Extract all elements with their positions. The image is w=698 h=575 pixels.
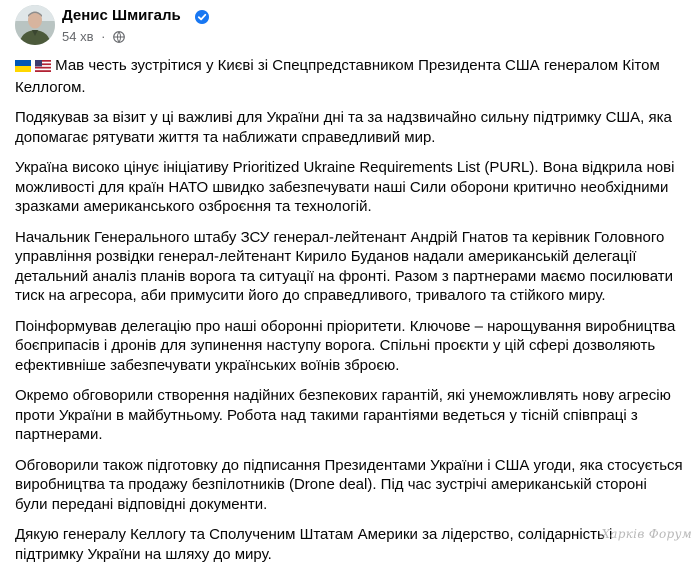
paragraph-5: Поінформував делегацію про наші оборонні пріоритети. Ключове – нарощування виробництва боєприпасів і дронів для зупинення наступу ворога. Спільні проєкти у цій сфері дозволяють ефективніше забезпечувати українських воїнів зброєю. xyxy=(15,317,676,374)
flags xyxy=(15,58,51,78)
usa-flag-icon xyxy=(35,60,51,72)
watermark: Харків Форум xyxy=(601,527,692,541)
paragraph-1 xyxy=(15,56,683,97)
author-name[interactable]: Денис Шмигаль xyxy=(62,7,181,24)
ukraine-flag-icon xyxy=(15,60,31,72)
avatar[interactable] xyxy=(15,5,55,45)
paragraph-6: Окремо обговорили створення надійних безпекових гарантій, які унеможливлять нову агресію проти України в майбутньому. Робота над такими гарантіями ведеться у тісній співпраці з партнерами. xyxy=(15,387,671,443)
paragraph-text: Мав честь зустрітися у Києві зі Спецпредставником Президента США генералом Кітом Келлогом. xyxy=(15,57,660,96)
post-time[interactable]: 54 хв xyxy=(62,29,94,44)
post-header xyxy=(15,5,675,49)
post-body xyxy=(15,56,683,575)
paragraph-4: Начальник Генерального штабу ЗСУ генерал-лейтенант Андрій Гнатов та керівник Головного управління розвідки генерал-лейтенант Кирило Буданов надали американській делегації детальний аналіз планів ворога та ситуації на фронті. Разом з партнерами маємо посилювати тиск на агресора, аби примусити його до справедливого, тривалого та стійкого миру. xyxy=(15,228,673,304)
paragraph-2: Подякував за візит у ці важливі для України дні та за надзвичайно сильну підтримку США, яка допомагає рятувати життя та наближати справедливий мир. xyxy=(15,109,672,146)
globe-icon[interactable] xyxy=(113,31,125,43)
paragraph-7: Обговорили також підготовку до підписання Президентами України і США угоди, яка стосується виробництва та продажу безпілотників (Drone deal). Під час зустрічі американській стороні були передані відповідні документи. xyxy=(15,456,683,513)
paragraph-8: Дякую генералу Келлогу та Сполученим Штатам Америки за лідерство, солідарність і підтримку України на шляху до миру. xyxy=(15,526,613,563)
verified-badge-icon xyxy=(195,10,209,24)
paragraph-3: Україна високо цінує ініціативу Prioritized Ukraine Requirements List (PURL). Вона відкрила нові можливості для країн НАТО швидко забезпечувати наші Сили оборони критично необхідними зразками американського озброєння та технологій. xyxy=(15,159,675,215)
meta-separator: · xyxy=(101,29,106,44)
post-meta xyxy=(62,29,125,44)
